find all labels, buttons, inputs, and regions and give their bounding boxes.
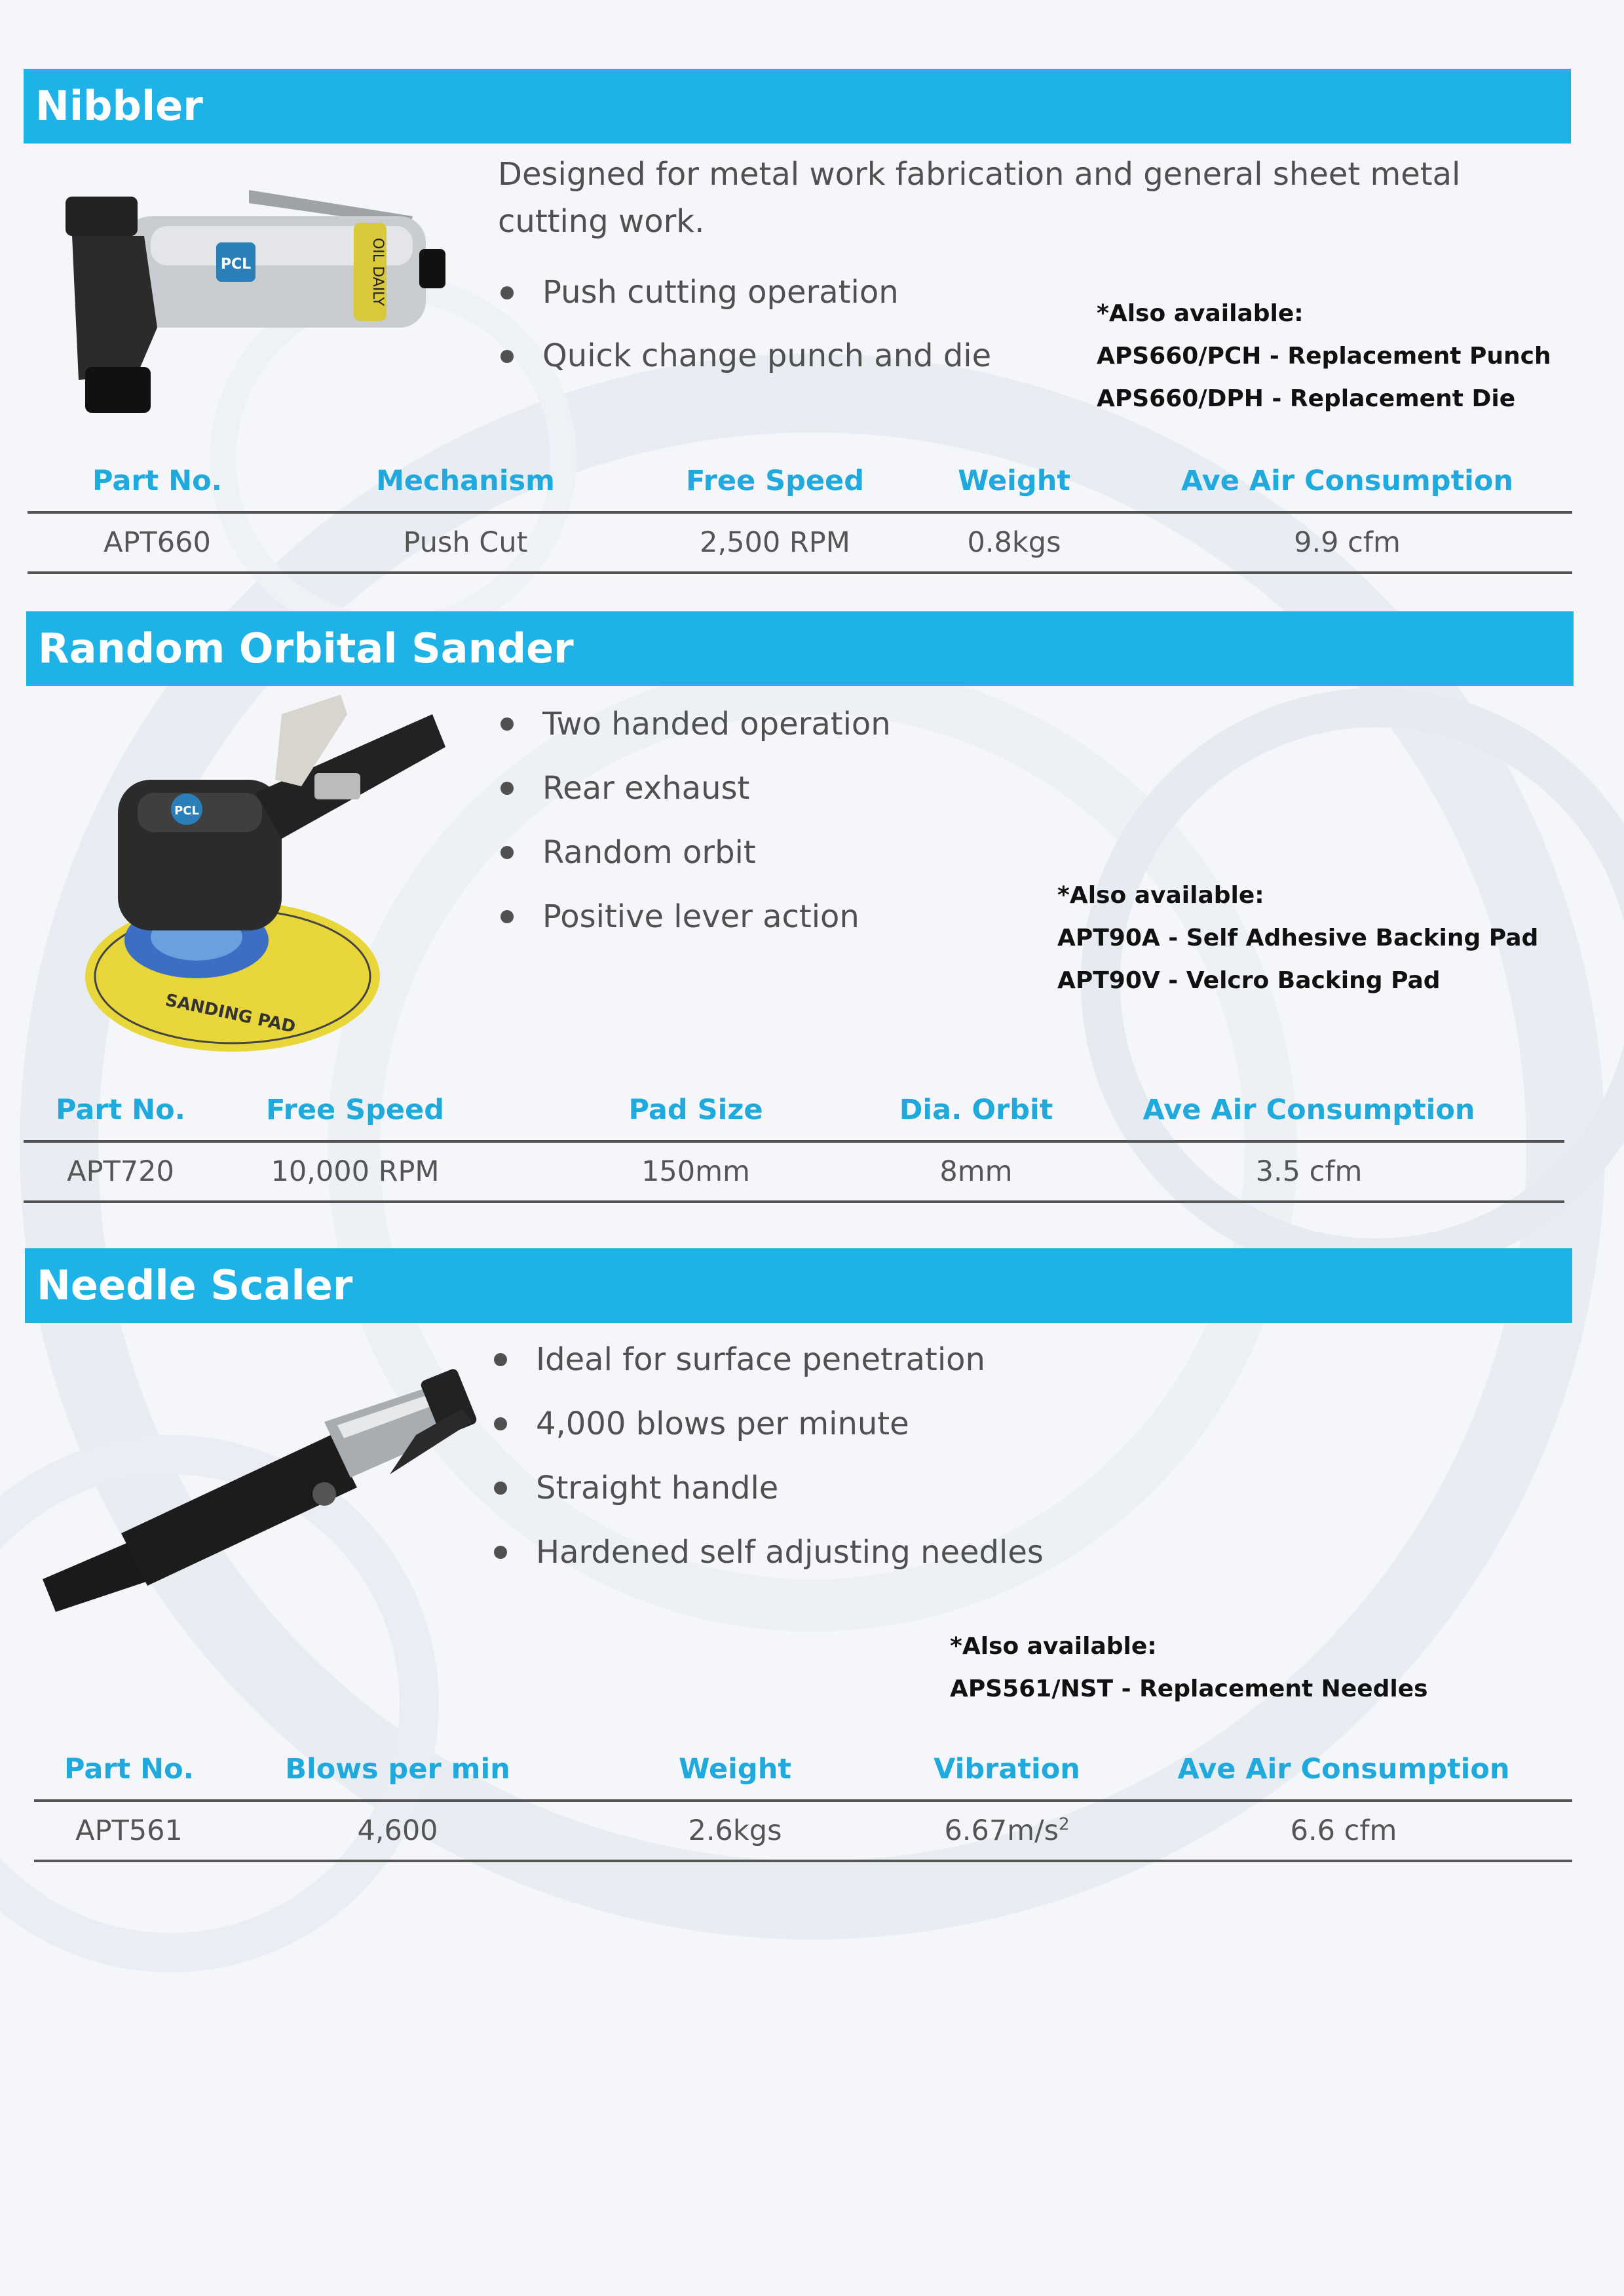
- scaler-bullet-list: [491, 1328, 1044, 1584]
- scaler-title: Needle Scaler: [25, 1248, 1572, 1323]
- column-header: Vibration: [899, 1739, 1115, 1801]
- bullet-item: Two handed operation: [498, 692, 891, 756]
- sander-spec-table: [24, 1080, 1564, 1203]
- column-header: Blows per min: [224, 1739, 571, 1801]
- table-cell: 3.5 cfm: [1053, 1141, 1564, 1202]
- sander-bullet-list: [498, 692, 891, 949]
- scaler-spec-table: [34, 1739, 1572, 1862]
- column-header: Ave Air Consumption: [1122, 451, 1572, 512]
- column-header: Part No.: [34, 1739, 224, 1801]
- nibbler-also-available: [1097, 292, 1551, 420]
- column-header: Ave Air Consumption: [1053, 1080, 1564, 1141]
- table-cell: 6.6 cfm: [1115, 1801, 1572, 1861]
- bullet-item: Push cutting operation: [498, 261, 991, 324]
- nibbler-description: Designed for metal work fabrication and general sheet metal cutting work.: [498, 156, 1461, 240]
- also-available-item: APS660/DPH - Replacement Die: [1097, 385, 1516, 412]
- bullet-item: Straight handle: [491, 1456, 1044, 1520]
- table-cell: APT561: [34, 1801, 224, 1861]
- bullet-item: Ideal for surface penetration: [491, 1328, 1044, 1392]
- also-available-heading: *Also available:: [1097, 300, 1304, 327]
- nibbler-spec-table: [28, 451, 1572, 574]
- bullet-item: Hardened self adjusting needles: [491, 1520, 1044, 1584]
- table-header-row: [28, 451, 1572, 512]
- also-available-item: APS561/NST - Replacement Needles: [950, 1675, 1428, 1702]
- sander-image: [66, 688, 459, 1062]
- column-header: Pad Size: [493, 1080, 899, 1141]
- column-header: Weight: [906, 451, 1122, 512]
- table-cell: [899, 1801, 1115, 1861]
- column-header: Part No.: [28, 451, 287, 512]
- bullet-item: Quick change punch and die: [498, 324, 991, 388]
- bullet-item: Rear exhaust: [498, 756, 891, 820]
- pcl-logo: PCL: [174, 804, 199, 818]
- column-header: Ave Air Consumption: [1115, 1739, 1572, 1801]
- table-cell: APT720: [24, 1141, 217, 1202]
- table-cell: 0.8kgs: [906, 512, 1122, 573]
- column-header: Free Speed: [217, 1080, 493, 1141]
- column-header: Mechanism: [287, 451, 644, 512]
- sander-title: Random Orbital Sander: [26, 611, 1574, 686]
- also-available-item: APT90A - Self Adhesive Backing Pad: [1057, 925, 1539, 951]
- table-cell: Push Cut: [287, 512, 644, 573]
- vibration-value: 6.67m/s: [944, 1814, 1059, 1847]
- sander-also-available: [1057, 874, 1538, 1002]
- table-row: [34, 1801, 1572, 1861]
- nibbler-title: Nibbler: [24, 69, 1571, 144]
- table-cell: 150mm: [493, 1141, 899, 1202]
- column-header: Part No.: [24, 1080, 217, 1141]
- pcl-logo: PCL: [220, 256, 252, 273]
- table-cell: 2,500 RPM: [644, 512, 906, 573]
- vibration-exponent: 2: [1058, 1814, 1070, 1835]
- column-header: Free Speed: [644, 451, 906, 512]
- bullet-item: Positive lever action: [498, 885, 891, 949]
- also-available-item: APT90V - Velcro Backing Pad: [1057, 967, 1441, 994]
- also-available-item: APS660/PCH - Replacement Punch: [1097, 343, 1551, 370]
- table-cell: 10,000 RPM: [217, 1141, 493, 1202]
- scaler-image: [36, 1363, 495, 1612]
- table-row: [24, 1141, 1564, 1202]
- scaler-also-available: [950, 1625, 1428, 1710]
- column-header: Weight: [571, 1739, 899, 1801]
- nibbler-bullet-list: [498, 261, 991, 388]
- also-available-heading: *Also available:: [950, 1633, 1157, 1660]
- sanding-pad-label: SANDING PAD: [163, 990, 297, 1037]
- also-available-heading: *Also available:: [1057, 882, 1264, 909]
- table-cell: 9.9 cfm: [1122, 512, 1572, 573]
- column-header: Dia. Orbit: [899, 1080, 1053, 1141]
- bullet-item: Random orbit: [498, 820, 891, 885]
- oil-daily-label: OIL DAILY: [369, 238, 386, 306]
- table-row: [28, 512, 1572, 573]
- table-header-row: [24, 1080, 1564, 1141]
- table-cell: 8mm: [899, 1141, 1053, 1202]
- table-cell: APT660: [28, 512, 287, 573]
- bullet-item: 4,000 blows per minute: [491, 1392, 1044, 1456]
- table-header-row: [34, 1739, 1572, 1801]
- table-cell: 2.6kgs: [571, 1801, 899, 1861]
- table-cell: 4,600: [224, 1801, 571, 1861]
- nibbler-image: [46, 170, 452, 426]
